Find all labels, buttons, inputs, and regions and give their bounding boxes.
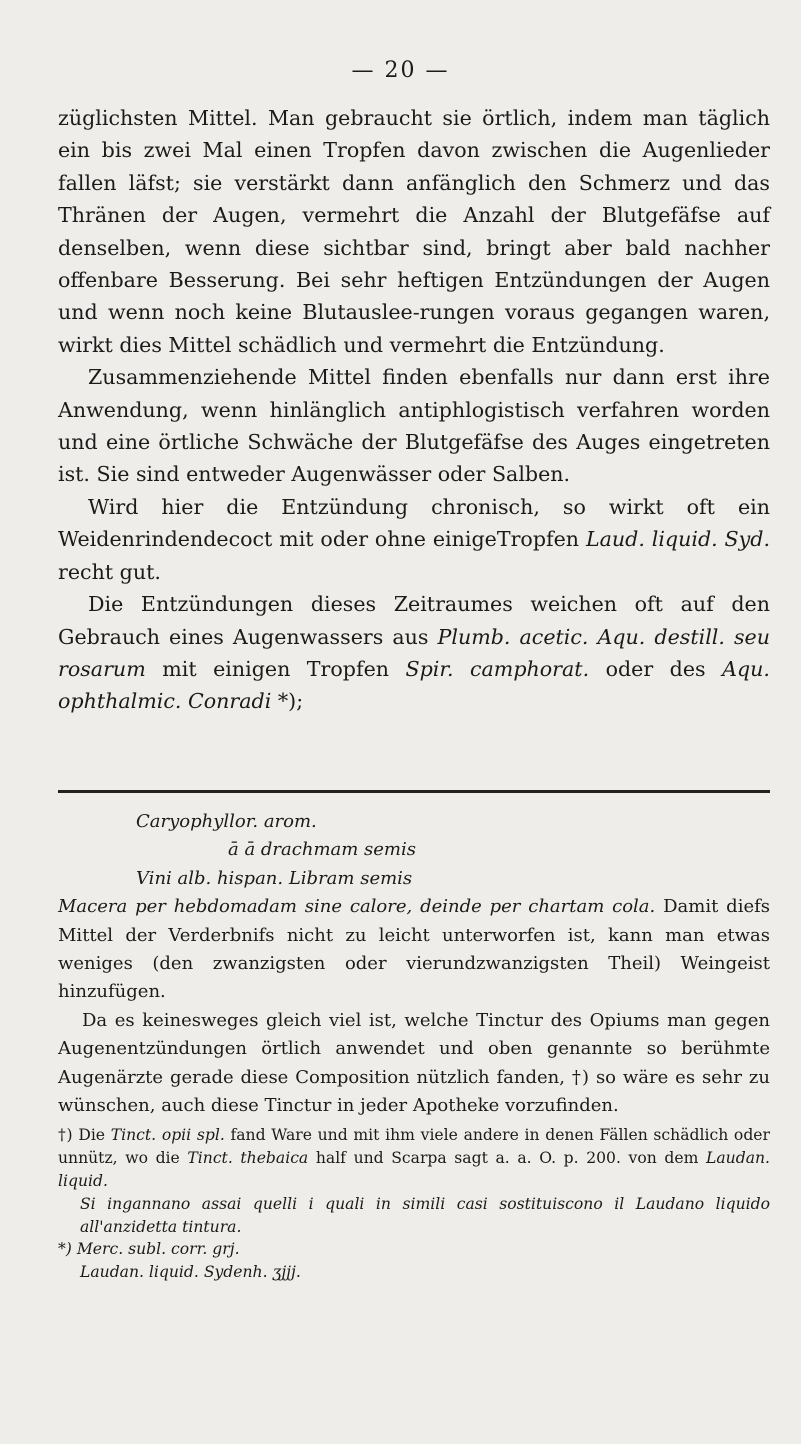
spir-camphorat: Spir. camphorat.	[405, 656, 590, 681]
footnote-italian: Si ingannano assai quelli i quali in simili casi sostituiscono il Laudano liquido all'anzidetta tintura.	[80, 1194, 770, 1236]
tinct-opii: Tinct. opii spl.	[110, 1126, 225, 1145]
paragraph-2: Zusammenziehende Mittel finden ebenfalls nur dann erst ihre Anwendung, wenn hinlänglich antiphlogistisch verfahren worden und eine örtliche Schwäche der Blutgefäfse des Auges eingetreten ist. Sie sind entweder Augenwässer oder Salben.	[58, 365, 770, 487]
mit-einigen: mit einigen Tropfen	[145, 656, 406, 681]
dagger-text-a: Die	[78, 1126, 111, 1145]
paragraph-3-text: Wird hier die Entzündung chronisch, so wirkt oft ein Weidenrindendecoct mit oder ohne einigeTropfen	[58, 494, 770, 552]
main-text	[58, 102, 770, 718]
star-ref: *);	[271, 689, 304, 714]
tinct-thebaica: Tinct. thebaica	[187, 1149, 309, 1168]
recipe-line-1: Caryophyllor. arom.	[136, 811, 317, 832]
recipe-macera: Macera per hebdomadam sine calore, deinde per chartam cola.	[58, 896, 656, 918]
recipe-instruction-text: Damit diefs Mittel der Verderbnifs nicht zu leicht unterworfen ist, kann man etwas weniges (den zwanzigsten oder vierundzwanzigsten Theil) Weingeist hinzufügen.	[58, 896, 770, 1003]
dagger-text-c: half und Scarpa sagt a. a. O. p. 200. von dem	[308, 1149, 707, 1168]
oder-des: oder des	[589, 656, 723, 681]
aqu-ophthalmic: Aqu. ophthalmic. Conradi	[58, 656, 770, 714]
paragraph-1: züglichsten Mittel. Man gebraucht sie örtlich, indem man täglich ein bis zwei Mal einen Tropfen davon zwischen die Augenlieder fallen läfst; sie verstärkt dann anfänglich den Schmerz und das Thränen der Augen, vermehrt die Anzahl der Blutgefäfse auf denselben, wenn diese sichtbar sind, bringt aber bald nachher offenbare Besserung. Bei sehr heftigen Entzündungen der Augen und wenn noch keine Blutauslee-rungen voraus gegangen waren, wirkt dies Mittel schädlich und vermehrt die Entzündung.	[58, 106, 770, 357]
plumb-aqu: Plumb. acetic. Aqu. destill. seu rosarum	[58, 624, 770, 681]
laudan-liquid: Laudan. liquid.	[58, 1149, 770, 1191]
dagger-text-b: fand Ware und mit ihm viele andere in denen Fällen schädlich oder unnütz, wo die	[58, 1126, 770, 1168]
recipe-line-3: Vini alb. hispan. Libram semis	[136, 867, 413, 889]
recipe-para-2: Da es keinesweges gleich viel ist, welche Tinctur des Opiums man gegen Augenentzündungen örtlich anwendet und oben genannte so berühmte Augenärzte gerade diese Composition nützlich fanden, †) so wäre es sehr zu wünschen, auch diese Tinctur in jeder Apotheke vorzufinden.	[58, 1009, 770, 1117]
footnote-star-2: Laudan. liquid. Sydenh. ʒjjj.	[80, 1263, 301, 1282]
paragraph-3	[58, 491, 770, 588]
footnote-rule	[58, 790, 770, 793]
laud-liquid-syd: Laud. liquid. Syd.	[585, 527, 770, 552]
footnote-dagger	[58, 1124, 770, 1192]
page-number: — 20 —	[351, 58, 450, 83]
footnote-star: *) Merc. subl. corr. grj.	[58, 1240, 240, 1259]
dagger-mark: †)	[58, 1126, 79, 1145]
recipe-line-2: ā ā drachmam semis	[228, 839, 416, 861]
recipe-instruction	[58, 893, 770, 1007]
recht-gut: recht gut.	[58, 559, 161, 584]
paragraph-4	[58, 588, 770, 718]
footnote-section	[58, 808, 770, 1284]
paragraph-4-text: Die Entzündungen dieses Zeitraumes weichen oft auf den Gebrauch eines Augenwassers aus	[58, 592, 770, 649]
